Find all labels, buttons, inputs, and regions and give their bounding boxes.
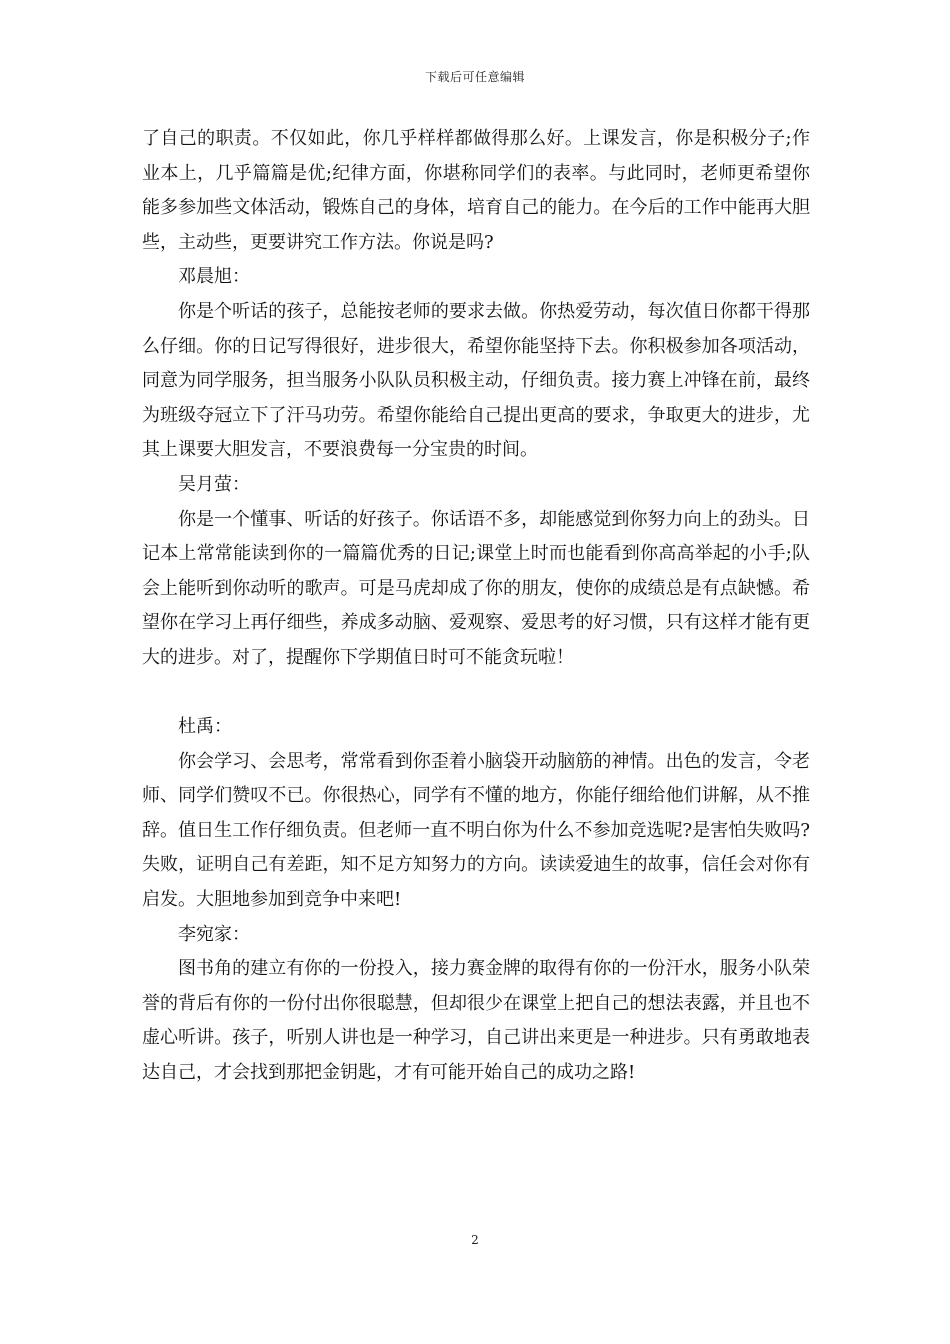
- student-name-deng-chenxu: 邓晨旭：: [178, 266, 250, 288]
- page-header: 下载后可任意编辑: [424, 70, 525, 84]
- student-name-wu-yueying: 吴月萤：: [178, 473, 250, 495]
- paragraph-continued: 了自己的职责。不仅如此，你几乎样样都做得那么好。上课发言，你是积极分子;作业本上，几乎篇篇是优;纪律方面，你堪称同学们的表率。与此同时，老师更希望你能多参加些文体活动，锻炼自己的身体，培育自己的能力。在今后的工作中能再大胆些，主动些，更要讲究工作方法。你说是吗?: [142, 128, 810, 253]
- document-body: [142, 122, 810, 1091]
- comment-li-wanjia: 图书角的建立有你的一份投入，接力赛金牌的取得有你的一份汗水，服务小队荣誉的背后有你的一份付出你很聪慧，但却很少在课堂上把自己的想法表露，并且也不虚心听讲。孩子，听别人讲也是一种学习，自己讲出来更是一种进步。只有勇敢地表达自己，才会找到那把金钥匙，才有可能开始自己的成功之路!: [142, 958, 810, 1084]
- student-name-du-yu: 杜禹：: [178, 716, 232, 738]
- page-number: 2: [471, 1233, 479, 1247]
- comment-wu-yueying: 你是一个懂事、听话的好孩子。你话语不多，却能感觉到你努力向上的劲头。日记本上常常能读到你的一篇篇优秀的日记;课堂上时而也能看到你高高举起的小手;队会上能听到你动听的歌声。可是马虎却成了你的朋友，使你的成绩总是有点缺憾。希望你在学习上再仔细些，养成多动脑、爱观察、爱思考的好习惯，只有这样才能有更大的进步。对了，提醒你下学期值日时可不能贪玩啦！: [142, 508, 810, 668]
- blank-line: [142, 676, 810, 711]
- comment-deng-chenxu: 你是个听话的孩子，总能按老师的要求去做。你热爱劳动，每次值日你都干得那么仔细。你的日记写得很好，进步很大，希望你能坚持下去。你积极参加各项活动，同意为同学服务，担当服务小队队员积极主动，仔细负责。接力赛上冲锋在前，最终为班级夺冠立下了汗马功劳。希望你能给自己提出更高的要求，争取更大的进步，尤其上课要大胆发言，不要浪费每一分宝贵的时间。: [142, 300, 810, 461]
- student-name-li-wanjia: 李宛家：: [178, 923, 250, 945]
- comment-du-yu: 你会学习、会思考，常常看到你歪着小脑袋开动脑筋的神情。出色的发言，令老师、同学们赞叹不已。你很热心，同学有不懂的地方，你能仔细给他们讲解，从不推辞。值日生工作仔细负责。但老师一直不明白你为什么不参加竞选呢?是害怕失败吗?失败，证明自己有差距，知不足方知努力的方向。读读爱迪生的故事，信任会对你有启发。大胆地参加到竞争中来吧!: [142, 750, 810, 911]
